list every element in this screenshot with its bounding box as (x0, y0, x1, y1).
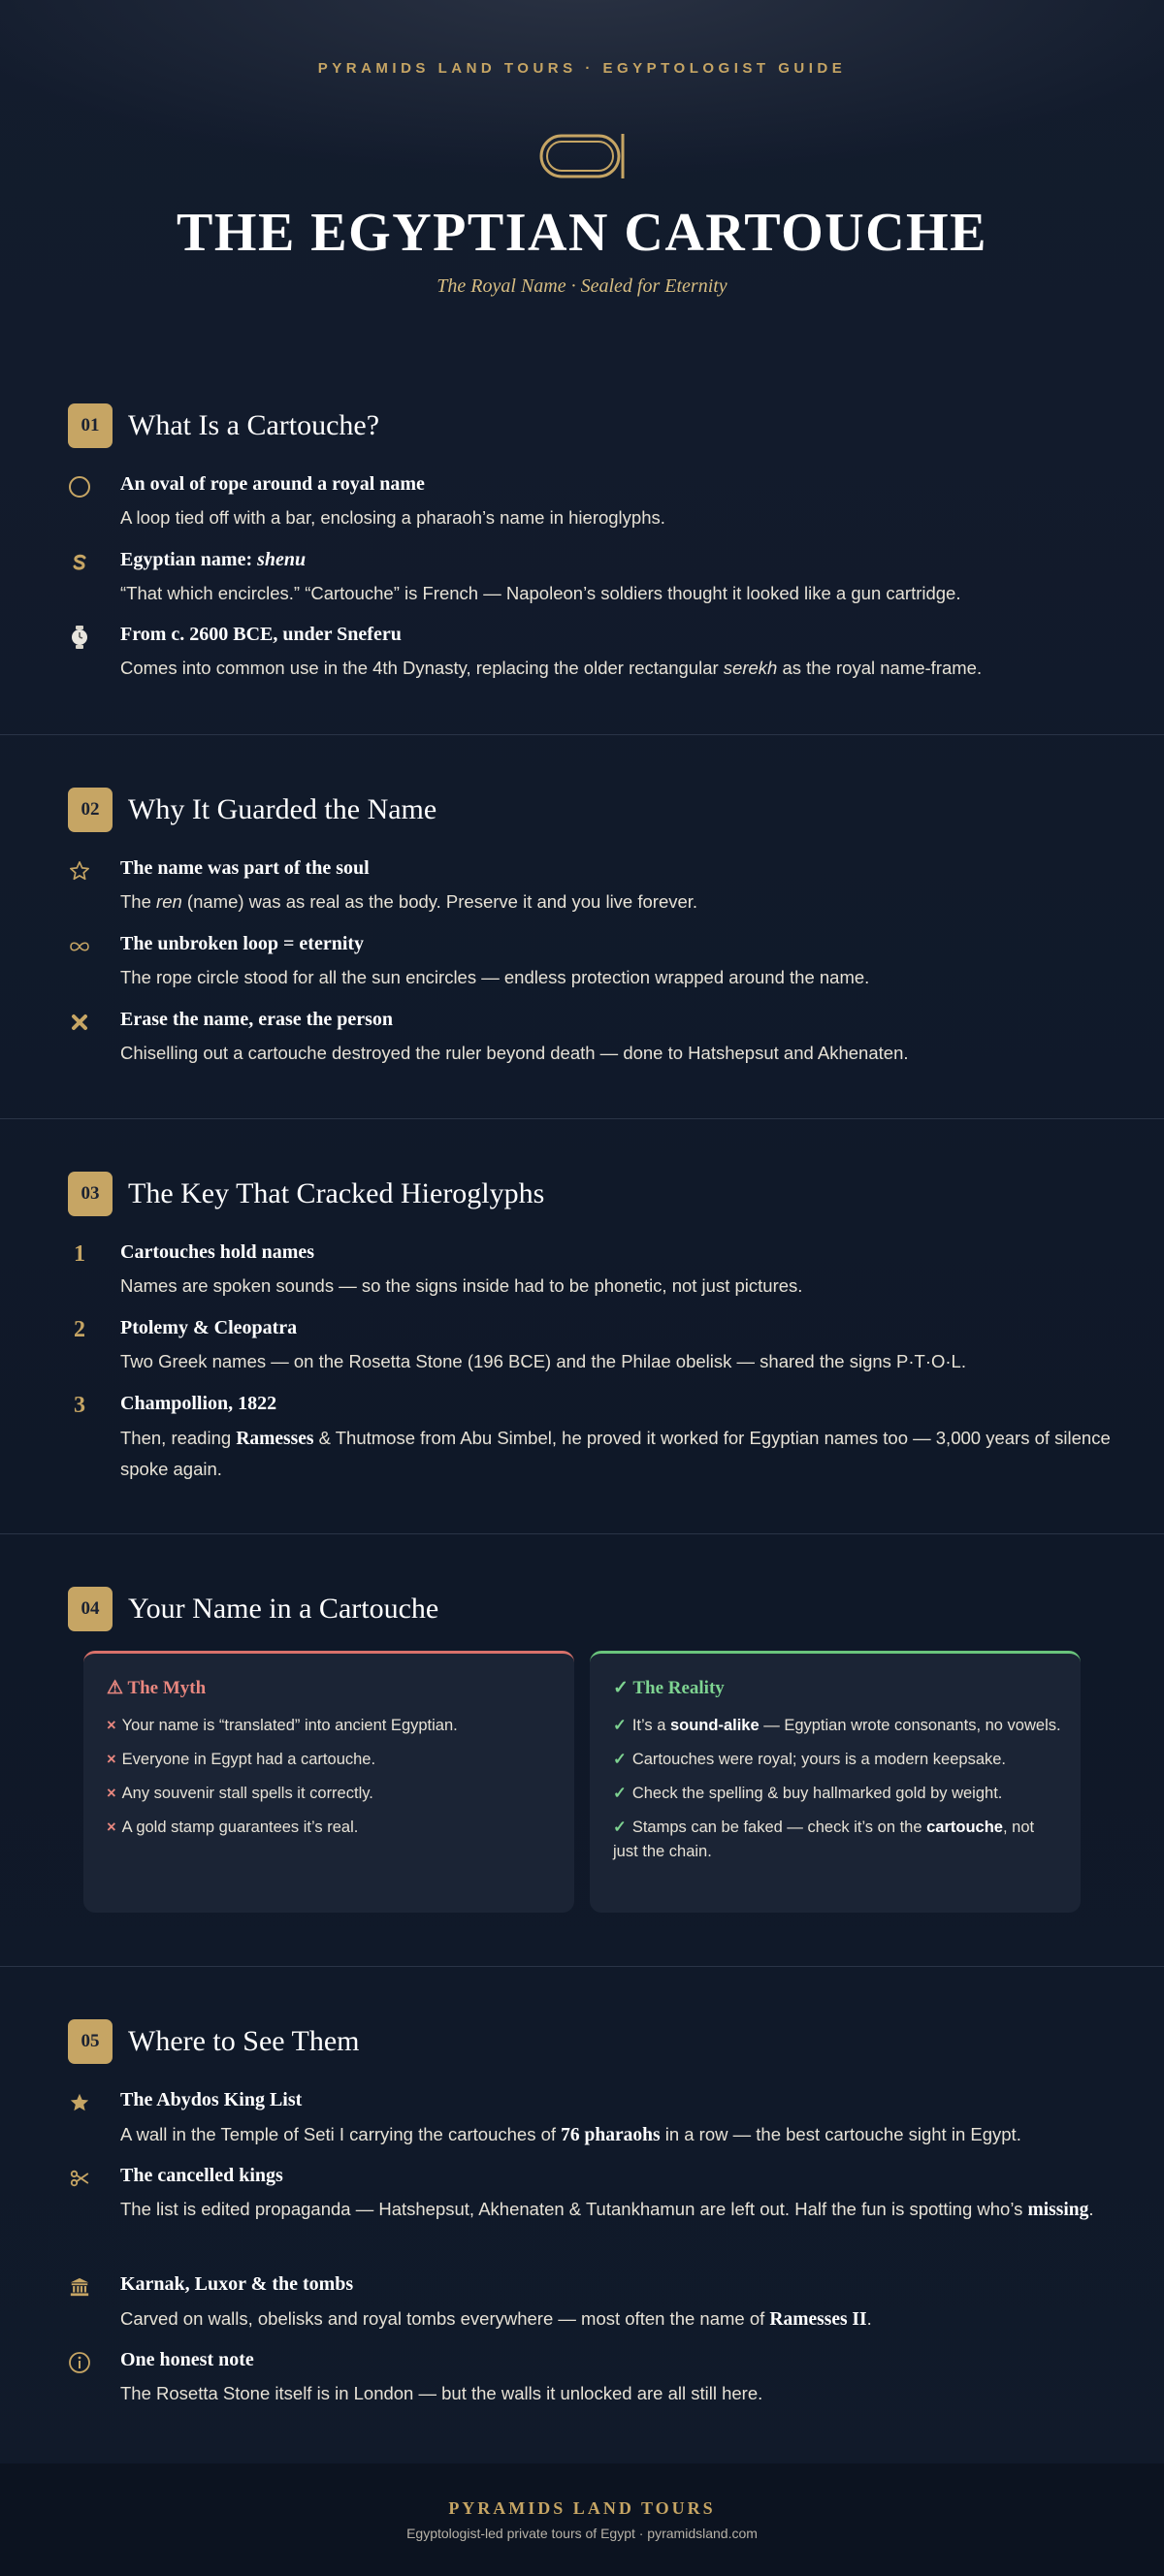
circle-icon (68, 475, 91, 499)
reality-card-title: ✓ The Reality (613, 1678, 725, 1698)
info-icon (68, 2351, 91, 2374)
section-title: The Key That Cracked Hieroglyphs (128, 1177, 545, 1209)
item-description: The rope circle stood for all the sun encircles — endless protection wrapped around the name. (120, 967, 870, 987)
footer-tagline: Egyptologist-led private tours of Egypt · pyramidsland.com (406, 2526, 758, 2541)
list-item: × Your name is “translated” into ancient Egyptian. (107, 1717, 458, 1734)
item-description: Carved on walls, obelisks and royal tombs everywhere — most often the name of Ramesses II. (120, 2308, 872, 2330)
list-item: ✓ Check the spelling & buy hallmarked gold by weight. (613, 1785, 1003, 1802)
footer-brand: PYRAMIDS LAND TOURS (448, 2498, 716, 2518)
list-item: ✓ Stamps can be faked — check it’s on the cartouche, not just the chain. (613, 1819, 1035, 1860)
reality-card (590, 1651, 1081, 1913)
item-title: Erase the name, erase the person (120, 1009, 394, 1030)
cross-icon: × (107, 1785, 116, 1802)
page-header (0, 0, 1164, 320)
item-description: The list is edited propaganda — Hatshepsut, Akhenaten & Tutankhamun are left out. Half the fun is spotting who’s missing. (120, 2199, 1094, 2220)
check-icon: ✓ (613, 1717, 627, 1734)
item-description: Two Greek names — on the Rosetta Stone (196 BCE) and the Philae obelisk — shared the signs P·T·O·L. (120, 1351, 966, 1371)
item-description: “That which encircles.” “Cartouche” is French — Napoleon’s soldiers thought it looked like a gun cartridge. (120, 583, 961, 603)
step-number: 2 (74, 1317, 85, 1342)
section-title: What Is a Cartouche? (128, 409, 380, 441)
item-description: Names are spoken sounds — so the signs inside had to be phonetic, not just pictures. (120, 1275, 803, 1296)
section-number-badge: 04 (68, 1587, 113, 1631)
section-divider (0, 1118, 1164, 1119)
item-title: Egyptian name: shenu (120, 549, 307, 570)
rope-knot-icon (68, 551, 91, 574)
scissors-icon (68, 2167, 91, 2190)
item-title: The Abydos King List (120, 2089, 303, 2110)
item-description: Comes into common use in the 4th Dynasty, replacing the older rectangular serekh as the royal name-frame. (120, 658, 983, 678)
page-title: THE EGYPTIAN CARTOUCHE (177, 203, 987, 263)
section-heading (68, 788, 436, 832)
item-title: The unbroken loop = eternity (120, 933, 365, 954)
step-number: 1 (74, 1241, 85, 1267)
section-divider (0, 1533, 1164, 1534)
item-description: A loop tied off with a bar, enclosing a pharaoh’s name in hieroglyphs. (120, 507, 665, 528)
page-footer (0, 2463, 1164, 2576)
item-title: The cancelled kings (120, 2165, 283, 2186)
item-description: Chiselling out a cartouche destroyed the ruler beyond death — done to Hatshepsut and Akhenaten. (120, 1043, 909, 1063)
header-kicker: PYRAMIDS LAND TOURS · EGYPTOLOGIST GUIDE (317, 60, 847, 77)
cartouche-outline-icon (537, 131, 627, 181)
section-title: Where to See Them (128, 2025, 360, 2057)
section-divider (0, 734, 1164, 735)
section-heading (68, 403, 379, 448)
list-item: ✓ It’s a sound-alike — Egyptian wrote consonants, no vowels. (613, 1717, 1061, 1734)
list-item: × Everyone in Egypt had a cartouche. (107, 1751, 376, 1768)
reality-list (613, 1714, 1061, 1874)
myth-card-title: ⚠ The Myth (107, 1678, 207, 1698)
list-item: × A gold stamp guarantees it’s real. (107, 1819, 359, 1836)
step-number: 3 (74, 1393, 85, 1418)
star-filled-icon (68, 2091, 91, 2114)
page-subtitle: The Royal Name · Sealed for Eternity (436, 275, 728, 297)
item-title: Champollion, 1822 (120, 1393, 277, 1414)
list-item: ✓ Cartouches were royal; yours is a modern keepsake. (613, 1751, 1007, 1768)
item-description: Then, reading Ramesses & Thutmose from Abu Simbel, he proved it worked for Egyptian names too — 3,000 years of silence spoke again. (120, 1428, 1111, 1479)
item-title: The name was part of the soul (120, 857, 370, 879)
section-divider (0, 1966, 1164, 1967)
item-description: A wall in the Temple of Seti I carrying the cartouches of 76 pharaohs in a row — the best cartouche sight in Egypt. (120, 2124, 1021, 2145)
infinity-icon (68, 935, 91, 958)
myth-card (83, 1651, 574, 1913)
item-title: Cartouches hold names (120, 1241, 315, 1263)
item-title: From c. 2600 BCE, under Sneferu (120, 624, 402, 645)
item-description: The ren (name) was as real as the body. Preserve it and you live forever. (120, 891, 698, 912)
section-number-badge: 05 (68, 2019, 113, 2064)
item-title: An oval of rope around a royal name (120, 473, 425, 495)
section-heading (68, 2019, 360, 2064)
section-number-badge: 03 (68, 1172, 113, 1216)
section-title: Your Name in a Cartouche (128, 1593, 439, 1625)
list-item: × Any souvenir stall spells it correctly. (107, 1785, 373, 1802)
watch-icon (68, 626, 91, 649)
myth-list (107, 1714, 555, 1850)
section-heading (68, 1172, 544, 1216)
cross-mark-icon (68, 1011, 91, 1034)
star-outline-icon (68, 859, 91, 883)
check-icon: ✓ (613, 1785, 627, 1802)
section-heading (68, 1587, 438, 1631)
check-icon: ✓ (613, 1819, 627, 1836)
item-title: Karnak, Luxor & the tombs (120, 2273, 354, 2295)
section-number-badge: 01 (68, 403, 113, 448)
section-title: Why It Guarded the Name (128, 793, 437, 825)
cross-icon: × (107, 1717, 116, 1734)
item-description: The Rosetta Stone itself is in London — but the walls it unlocked are all still here. (120, 2383, 763, 2403)
item-title: One honest note (120, 2349, 254, 2370)
cross-icon: × (107, 1751, 116, 1768)
check-icon: ✓ (613, 1751, 627, 1768)
cross-icon: × (107, 1819, 116, 1836)
section-number-badge: 02 (68, 788, 113, 832)
item-title: Ptolemy & Cleopatra (120, 1317, 298, 1338)
temple-icon (68, 2275, 91, 2299)
